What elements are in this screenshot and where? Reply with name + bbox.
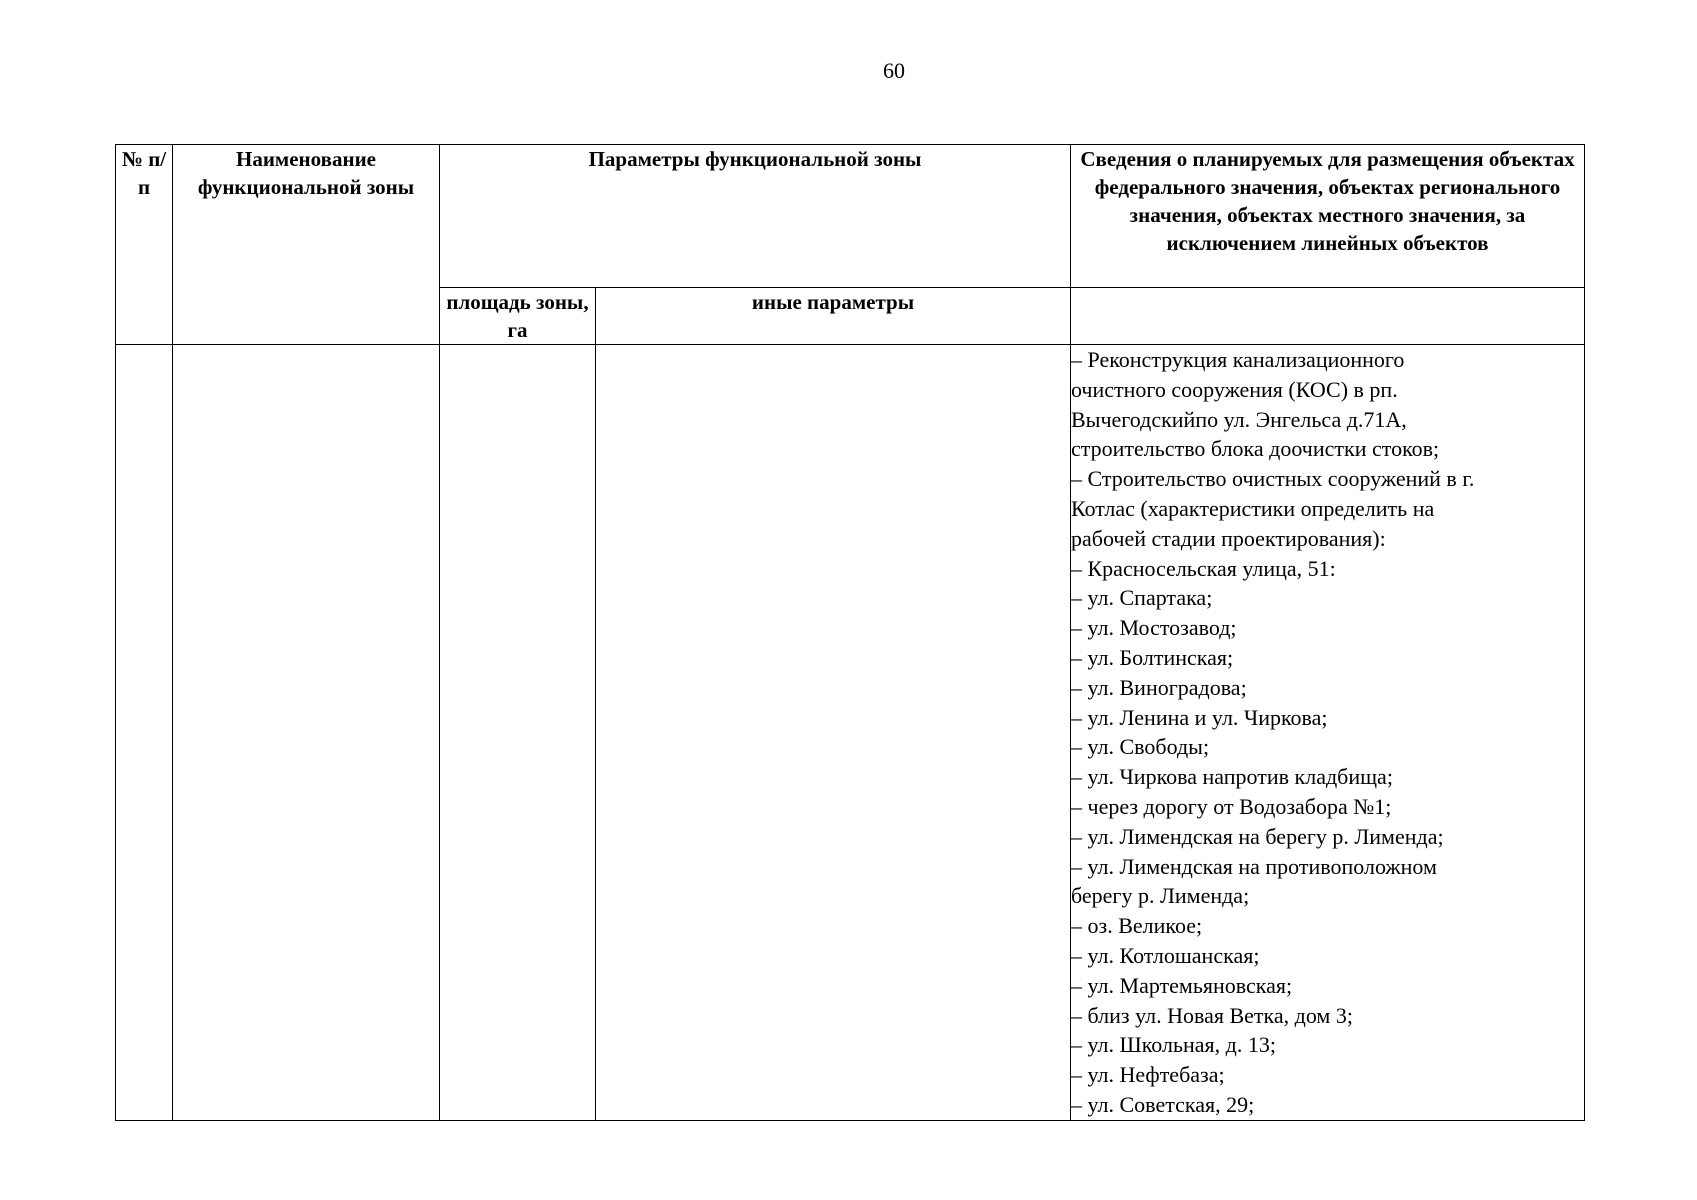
planned-object-line: – близ ул. Новая Ветка, дом 3; — [1071, 1002, 1353, 1028]
planned-object-line: – ул. Болтинская; — [1071, 644, 1234, 670]
header-area: площадь зоны, га — [440, 288, 596, 345]
planned-object-line: строительство блока доочистки стоков; — [1071, 436, 1440, 462]
header-zone-name: Наименование функциональной зоны — [173, 145, 440, 345]
planned-object-line: – ул. Лимендская на берегу р. Лименда; — [1071, 823, 1444, 849]
planned-object-line: – Красносельская улица, 51: — [1071, 555, 1336, 581]
planned-object-line: Вычегодскийпо ул. Энгельса д.71А, — [1071, 406, 1407, 432]
header-planned-objects: Сведения о планируемых для размещения объектах федерального значения, объектах регионального значения, объектах местного значения, за исключением линейных объектов — [1071, 145, 1585, 288]
planned-object-line: – через дорогу от Водозабора №1; — [1071, 793, 1392, 819]
header-zone-parameters: Параметры функциональной зоны — [440, 145, 1071, 288]
planned-objects-list — [1071, 345, 1584, 1120]
planned-object-line: – ул. Ленина и ул. Чиркова; — [1071, 704, 1328, 730]
header-other-parameters: иные параметры — [596, 288, 1071, 345]
planned-object-line: – Строительство очистных сооружений в г. — [1071, 466, 1475, 492]
planned-object-line: – ул. Мостозавод; — [1071, 615, 1237, 641]
planned-object-line: – оз. Великое; — [1071, 913, 1203, 939]
planned-object-line: – ул. Мартемьяновская; — [1071, 972, 1293, 998]
table-row — [116, 345, 1585, 1121]
planned-object-line: – ул. Виноградова; — [1071, 674, 1247, 700]
planned-object-line: рабочей стадии проектирования): — [1071, 525, 1386, 551]
row-number-cell — [116, 345, 173, 1121]
planned-object-line: – ул. Советская, 29; — [1071, 1091, 1255, 1117]
planned-object-line: – ул. Лимендская на противоположном — [1071, 853, 1437, 879]
planned-object-line: Котлас (характеристики определить на — [1071, 495, 1435, 521]
planned-object-line: – ул. Свободы; — [1071, 734, 1210, 760]
row-other-params-cell — [596, 345, 1071, 1121]
planned-object-line: очистного сооружения (КОС) в рп. — [1071, 376, 1398, 402]
header-number: № п/п — [116, 145, 173, 345]
row-zone-name-cell — [173, 345, 440, 1121]
row-planned-objects-cell — [1071, 345, 1585, 1121]
planned-object-line: берегу р. Лименда; — [1071, 883, 1250, 909]
planned-object-line: – ул. Спартака; — [1071, 585, 1213, 611]
functional-zones-table — [115, 144, 1585, 1121]
page-number: 60 — [883, 58, 905, 83]
header-empty-cell — [1071, 288, 1585, 345]
planned-object-line: – ул. Котлошанская; — [1071, 942, 1260, 968]
planned-object-line: – ул. Школьная, д. 13; — [1071, 1032, 1276, 1058]
planned-object-line: – ул. Чиркова напротив кладбища; — [1071, 764, 1393, 790]
row-area-cell — [440, 345, 596, 1121]
planned-object-line: – Реконструкция канализационного — [1071, 347, 1405, 372]
planned-object-line: – ул. Нефтебаза; — [1071, 1062, 1225, 1088]
